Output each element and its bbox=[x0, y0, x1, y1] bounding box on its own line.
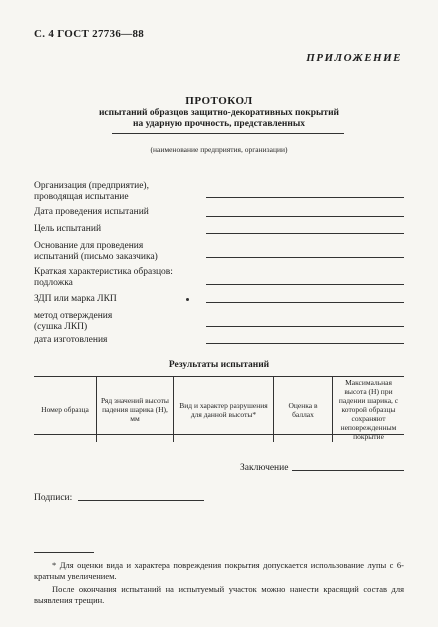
col-sample-number: Номер образца bbox=[34, 377, 97, 442]
protocol-title: ПРОТОКОЛ bbox=[185, 95, 253, 107]
field-basis-label-line2: испытаний (письмо заказчика) bbox=[34, 252, 158, 262]
col-score: Оценка в баллах bbox=[274, 377, 333, 442]
field-goal-label: Цель испытаний bbox=[34, 224, 102, 234]
results-table bbox=[34, 377, 404, 442]
field-basis-label bbox=[34, 241, 158, 263]
footnote-2: После окончания испытаний на испытуемый участок можно нанести красящий состав для выявления трещин. bbox=[34, 584, 404, 605]
field-mfg-date-line[interactable] bbox=[206, 343, 404, 344]
field-paint-label: ЗДП или марка ЛКП bbox=[34, 294, 117, 304]
conclusion-line[interactable] bbox=[292, 470, 404, 471]
field-basis-line[interactable] bbox=[206, 257, 404, 258]
field-substrate-line[interactable] bbox=[206, 284, 404, 285]
col-height-values: Ряд значений высоты падения шарика (H), мм bbox=[97, 377, 174, 442]
page-header: С. 4 ГОСТ 27736—88 bbox=[34, 28, 145, 40]
footnote-1: * Для оценки вида и характера повреждения покрытия допускается использование лупы с 6-кратным увеличением. bbox=[34, 560, 404, 581]
field-organization-line[interactable] bbox=[206, 197, 404, 198]
field-cure-label bbox=[34, 311, 112, 333]
protocol-subtitle bbox=[0, 108, 438, 130]
field-description-label bbox=[34, 267, 173, 289]
table-bottom-rule bbox=[34, 434, 404, 435]
field-basis-label-line1: Основание для проведения bbox=[34, 241, 144, 251]
subtitle-line-1: испытаний образцов защитно-декоративных покрытий bbox=[98, 108, 340, 118]
field-description-label-line2: подложка bbox=[34, 278, 73, 288]
field-date-line[interactable] bbox=[206, 216, 404, 217]
subtitle-line-2: на ударную прочность, представленных bbox=[132, 119, 306, 129]
field-mfg-date-label: дата изготовления bbox=[34, 335, 108, 345]
organization-blank-line[interactable] bbox=[112, 133, 344, 134]
field-paint-line[interactable] bbox=[206, 302, 404, 303]
field-organization-label-line2: проводящая испытание bbox=[34, 192, 129, 202]
field-organization-label-line1: Организация (предприятие), bbox=[34, 181, 149, 191]
table-header-row bbox=[34, 377, 404, 442]
footnote-rule bbox=[34, 552, 94, 553]
field-cure-line[interactable] bbox=[206, 326, 404, 327]
field-cure-label-line1: метод отверждения bbox=[34, 311, 113, 321]
conclusion-label: Заключение bbox=[240, 463, 289, 473]
results-title: Результаты испытаний bbox=[168, 360, 270, 370]
field-date-label: Дата проведения испытаний bbox=[34, 207, 149, 217]
field-goal-line[interactable] bbox=[206, 233, 404, 234]
bullet-dot bbox=[186, 298, 189, 301]
field-description-label-line1: Краткая характеристика образцов: bbox=[34, 267, 173, 277]
signatures-label: Подписи: bbox=[34, 493, 73, 503]
field-cure-label-line2: (сушка ЛКП) bbox=[34, 322, 88, 332]
signature-line[interactable] bbox=[78, 500, 204, 501]
appendix-label: ПРИЛОЖЕНИЕ bbox=[306, 52, 402, 64]
organization-caption: (наименование предприятия, организации) bbox=[150, 145, 288, 154]
col-damage-type: Вид и характер разрушения для данной высоты* bbox=[174, 377, 274, 442]
field-organization-label bbox=[34, 181, 149, 203]
col-max-height: Максимальная высота (H) при падении шарика, с которой образцы сохраняют неповрежденным покрытие bbox=[333, 377, 405, 442]
